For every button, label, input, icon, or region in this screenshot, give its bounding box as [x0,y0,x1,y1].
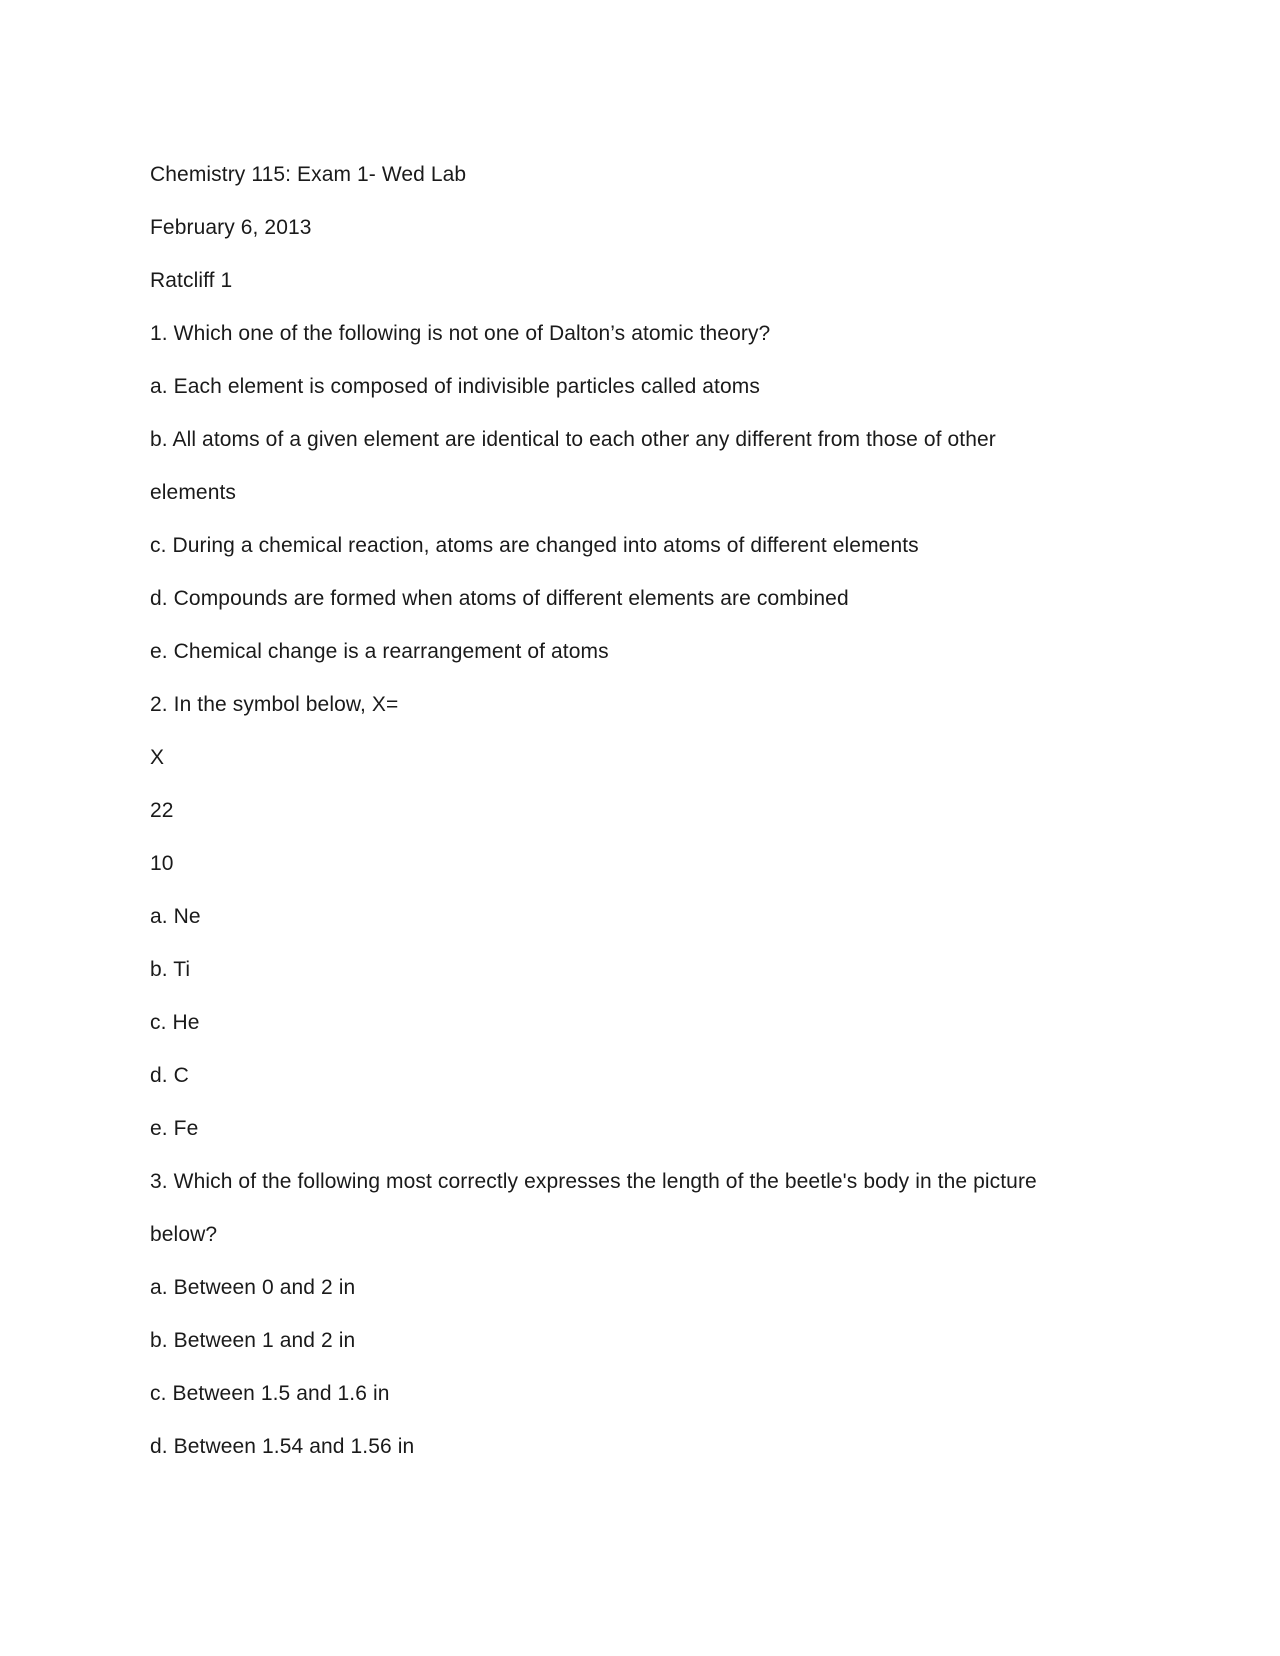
question-3-option-a: a. Between 0 and 2 in [150,1276,356,1299]
question-2-mass-number: 22 [150,799,174,822]
question-2-option-b: b. Ti [150,958,191,981]
question-3-prompt-continued: below? [150,1223,218,1246]
question-2-option-c: c. He [150,1011,200,1034]
question-2-option-a: a. Ne [150,905,201,928]
question-1-option-d: d. Compounds are formed when atoms of different elements are combined [150,587,849,610]
question-1-prompt: 1. Which one of the following is not one of Dalton’s atomic theory? [150,322,771,345]
question-2-atomic-number: 10 [150,852,174,875]
question-1-option-b-continued: elements [150,481,237,504]
exam-version: Ratcliff 1 [150,269,233,292]
question-3-prompt: 3. Which of the following most correctly expresses the length of the beetle's body in the picture [150,1170,1037,1193]
question-1-option-a: a. Each element is composed of indivisible particles called atoms [150,375,760,398]
question-1-option-b: b. All atoms of a given element are identical to each other any different from those of other [150,428,996,451]
question-1-option-c: c. During a chemical reaction, atoms are changed into atoms of different elements [150,534,919,557]
question-3-option-d: d. Between 1.54 and 1.56 in [150,1435,415,1458]
question-2-option-e: e. Fe [150,1117,199,1140]
question-2-symbol-letter: X [150,746,165,769]
document-body [150,148,1150,1473]
exam-date: February 6, 2013 [150,216,312,239]
question-3-option-b: b. Between 1 and 2 in [150,1329,356,1352]
question-3-option-c: c. Between 1.5 and 1.6 in [150,1382,390,1405]
exam-title: Chemistry 115: Exam 1- Wed Lab [150,163,467,186]
question-2-prompt: 2. In the symbol below, X= [150,693,399,716]
question-2-option-d: d. C [150,1064,189,1087]
question-1-option-e: e. Chemical change is a rearrangement of atoms [150,640,609,663]
